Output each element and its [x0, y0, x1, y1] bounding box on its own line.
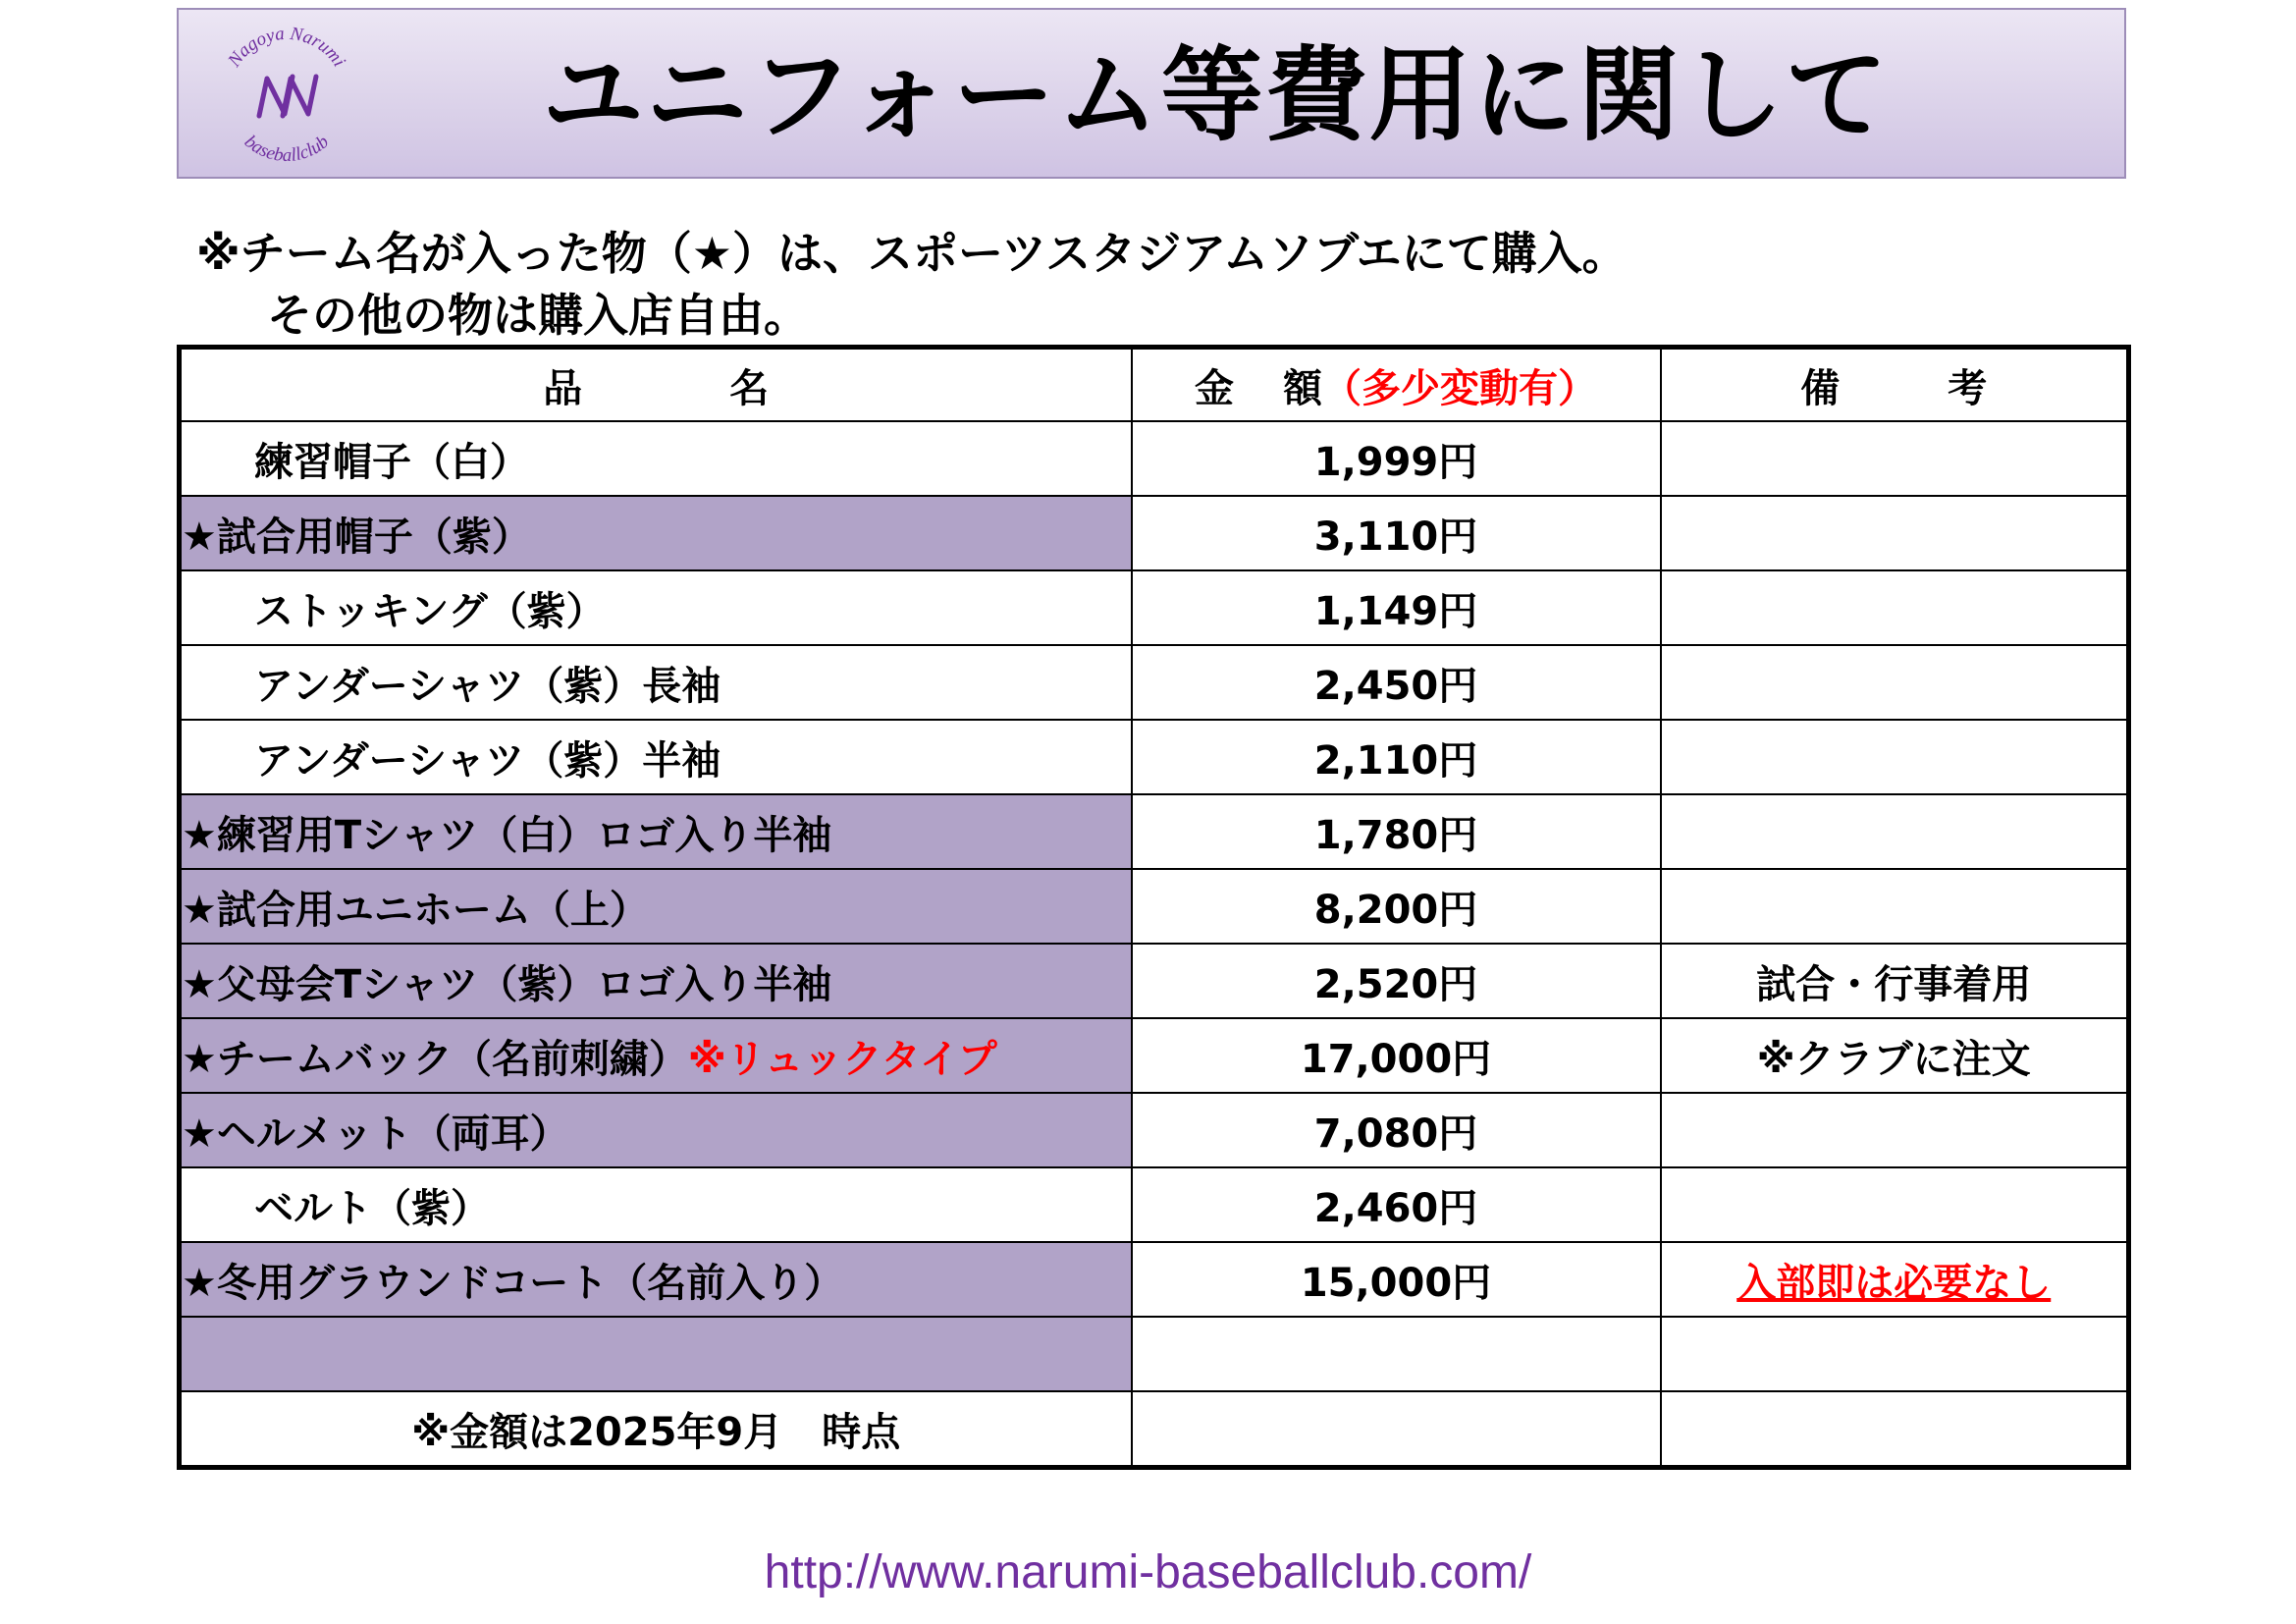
item-name: 練習帽子（白） — [180, 421, 1132, 496]
item-price: 8,200円 — [1132, 869, 1661, 944]
item-note — [1661, 720, 2129, 794]
header-item-name: 品 名 — [180, 348, 1132, 422]
table-footnote-row — [180, 1391, 2129, 1468]
item-name: ★冬用グラウンドコート（名前入り） — [180, 1242, 1132, 1317]
title-banner — [177, 8, 2126, 179]
item-price: 17,000円 — [1132, 1018, 1661, 1093]
item-name: アンダーシャツ（紫）長袖 — [180, 645, 1132, 720]
table-header-row — [180, 348, 2129, 422]
table-row — [180, 421, 2129, 496]
table-row — [180, 1242, 2129, 1317]
notice-line-2: その他の物は購入店自由。 — [267, 289, 809, 342]
item-note — [1661, 1317, 2129, 1391]
header-price: 金 額（多少変動有） — [1132, 348, 1661, 422]
item-price: 2,520円 — [1132, 944, 1661, 1018]
item-name — [180, 1317, 1132, 1391]
item-price: 1,999円 — [1132, 421, 1661, 496]
price-table — [177, 345, 2131, 1470]
item-price: 2,450円 — [1132, 645, 1661, 720]
item-note — [1661, 570, 2129, 645]
item-price: 15,000円 — [1132, 1242, 1661, 1317]
table-row — [180, 944, 2129, 1018]
logo-text-bottom: baseballclub — [240, 131, 334, 167]
club-logo — [208, 18, 365, 175]
item-note — [1661, 645, 2129, 720]
table-row — [180, 570, 2129, 645]
table-row — [180, 1093, 2129, 1167]
item-price — [1132, 1317, 1661, 1391]
notice-line-1: ※チーム名が入った物（★）は、スポーツスタジアムソブエにて購入。 — [196, 227, 1628, 280]
table-row — [180, 869, 2129, 944]
item-name: ★試合用ユニホーム（上） — [180, 869, 1132, 944]
item-name: アンダーシャツ（紫）半袖 — [180, 720, 1132, 794]
item-name: ★試合用帽子（紫） — [180, 496, 1132, 570]
item-name: ストッキング（紫） — [180, 570, 1132, 645]
item-price: 1,149円 — [1132, 570, 1661, 645]
club-website-link[interactable]: http://www.narumi-baseballclub.com/ — [764, 1546, 1532, 1598]
item-note: 入部即は必要なし — [1661, 1242, 2129, 1317]
logo-mark — [259, 77, 316, 116]
item-name-extra: ※リュックタイプ — [687, 1036, 997, 1082]
price-date-footnote: ※金額は2025年9月 時点 — [180, 1391, 1132, 1468]
table-row — [180, 1018, 2129, 1093]
item-name: ベルト（紫） — [180, 1167, 1132, 1242]
header-price-variance-note: （多少変動有） — [1322, 365, 1597, 411]
item-name: ★ヘルメット（両耳） — [180, 1093, 1132, 1167]
item-price: 1,780円 — [1132, 794, 1661, 869]
header-remarks: 備 考 — [1661, 348, 2129, 422]
empty-cell — [1661, 1391, 2129, 1468]
table-row — [180, 794, 2129, 869]
item-name: ★練習用Tシャツ（白）ロゴ入り半袖 — [180, 794, 1132, 869]
item-note — [1661, 869, 2129, 944]
item-note — [1661, 794, 2129, 869]
table-row — [180, 496, 2129, 570]
table-row — [180, 1167, 2129, 1242]
page-title: ユニフォーム等費用に関して — [542, 35, 1890, 155]
item-note: ※クラブに注文 — [1661, 1018, 2129, 1093]
item-price: 3,110円 — [1132, 496, 1661, 570]
item-name-text: ★チームバック（名前刺繍） — [182, 1036, 688, 1082]
item-name: ★父母会Tシャツ（紫）ロゴ入り半袖 — [180, 944, 1132, 1018]
item-note — [1661, 1093, 2129, 1167]
item-note — [1661, 496, 2129, 570]
empty-cell — [1132, 1391, 1661, 1468]
table-row — [180, 1317, 2129, 1391]
table-row — [180, 720, 2129, 794]
item-note — [1661, 1167, 2129, 1242]
item-name — [180, 1018, 1132, 1093]
item-price: 2,460円 — [1132, 1167, 1661, 1242]
item-note: 試合・行事着用 — [1661, 944, 2129, 1018]
item-note — [1661, 421, 2129, 496]
item-price: 2,110円 — [1132, 720, 1661, 794]
table-row — [180, 645, 2129, 720]
item-price: 7,080円 — [1132, 1093, 1661, 1167]
logo-text-top: Nagoya Narumi — [224, 23, 349, 72]
